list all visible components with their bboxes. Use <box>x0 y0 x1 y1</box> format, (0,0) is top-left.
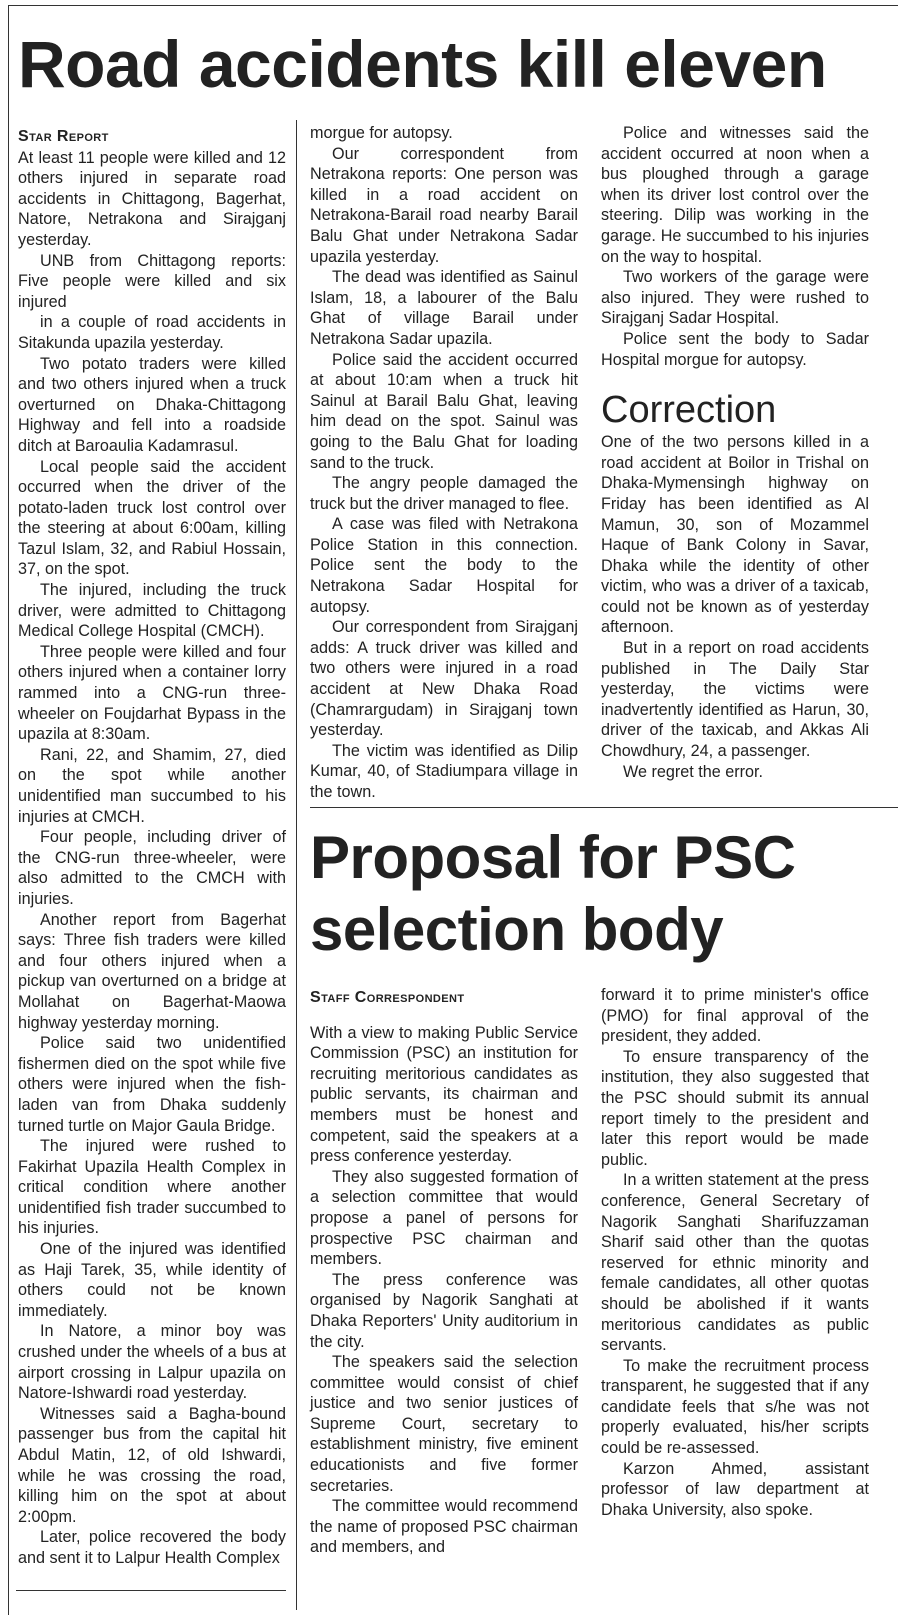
bottom-rule <box>16 1590 286 1591</box>
column-divider <box>296 120 297 1610</box>
paragraph: We regret the error. <box>623 762 764 781</box>
paragraph: Two workers of the garage were also injured. They were rushed to Sirajganj Sadar Hospital. <box>601 268 869 328</box>
article1-column-1 <box>18 127 286 1569</box>
paragraph: Later, police recovered the body and sent it to Lalpur Health Complex <box>18 1528 286 1567</box>
article1-column-3 <box>601 123 869 782</box>
paragraph: The victim was identified as Dilip Kumar, 40, of Stadiumpara village in the town. <box>310 741 578 801</box>
article1-headline: Road accidents kill eleven <box>18 27 827 101</box>
paragraph: Police said two unidentified fishermen died on the spot while five others were injured when the fish-laden van from Dhaka suddenly turned turtle on Major Gaula Bridge. <box>18 1034 286 1135</box>
correction-heading: Correction <box>601 389 777 432</box>
paragraph: The speakers said the selection committee would consist of chief justice and two senior justices of Supreme Court, secretary to establishment ministry, five eminent educationists and five former secretaries. <box>310 1353 578 1495</box>
article2-headline-line1: Proposal for PSC <box>310 824 796 891</box>
article2-headline <box>310 822 890 966</box>
paragraph: Police sent the body to Sadar Hospital morgue for autopsy. <box>601 329 869 369</box>
paragraph: UNB from Chittagong reports: Five people were killed and six injured <box>18 251 286 311</box>
paragraph: Police said the accident occurred at about 10:am when a truck hit Sainul at Barail Balu Ghat, leaving him dead on the spot. Sainul was going to the Balu Ghat for loading sand to the truck. <box>310 350 578 472</box>
paragraph: morgue for autopsy. <box>310 124 453 142</box>
paragraph: Karzon Ahmed, assistant professor of law department at Dhaka University, also spoke. <box>601 1459 869 1519</box>
paragraph: One of the two persons killed in a road accident at Boilor in Trishal on Dhaka-Mymensingh highway on Friday has been identified as Al Mamun, 30, son of Mozammel Haque of Bank Colony in Savar, Dhaka while the identity of other victim, who was a driver of a taxicab, could not be known as of yesterday afternoon. <box>601 433 869 637</box>
paragraph: Two potato traders were killed and two others injured when a truck overturned on Dhaka-Chittagong Highway and fell into a roadside ditch at Baroaulia Kadamrasul. <box>18 354 286 455</box>
paragraph: Witnesses said a Bagha-bound passenger bus from the capital hit Abdul Matin, 12, of old Ishwardi, while he was crossing the road, killing him on the spot at about 2:00pm. <box>18 1404 286 1526</box>
left-border <box>8 5 9 1615</box>
paragraph: Police and witnesses said the accident occurred at noon when a bus ploughed through a garage when its driver lost control over the steering. Dilip was working in the garage. He succumbed to his injuries on the way to hospital. <box>601 124 869 266</box>
top-rule <box>8 5 898 6</box>
paragraph: Three people were killed and four others injured when a container lorry rammed into a CNG-run three-wheeler on Foujdarhat Bypass in the upazila at 8:30am. <box>18 642 286 744</box>
paragraph: forward it to prime minister's office (PMO) for final approval of the president, they added. <box>601 986 869 1046</box>
paragraph: The injured, including the truck driver, were admitted to Chittagong Medical College Hospital (CMCH). <box>18 581 286 641</box>
article2-column-2 <box>601 985 869 1520</box>
paragraph: At least 11 people were killed and 12 others injured in separate road accidents in Chittagong, Bagerhat, Natore, Netrakona and Sirajganj yesterday. <box>18 148 286 249</box>
paragraph: The angry people damaged the truck but the driver managed to flee. <box>310 474 578 513</box>
paragraph: In a written statement at the press conference, General Secretary of Nagorik Sanghati Sharifuzzaman Sharif said other than the quotas reserved for ethnic minority and female candidates, all other quotas should be abolished if it wants meritorious candidates as public servants. <box>601 1171 869 1355</box>
paragraph: With a view to making Public Service Commission (PSC) an institution for recruiting meritorious candidates as public servants, its chairman and members must be honest and competent, said the speakers at a press conference yesterday. <box>310 1023 578 1166</box>
paragraph: Four people, including driver of the CNG-run three-wheeler, were also admitted to the CMCH with injuries. <box>18 828 286 908</box>
paragraph: The dead was identified as Sainul Islam, 18, a labourer of the Balu Ghat of village Barail under Netrakona Sadar upazila. <box>310 268 578 348</box>
article1-column-2 <box>310 123 578 803</box>
paragraph: The press conference was organised by Nagorik Sanghati at Dhaka Reporters' Unity auditorium in the city. <box>310 1270 578 1351</box>
paragraph: Our correspondent from Sirajganj adds: A truck driver was killed and two others were injured in a road accident at New Dhaka Road (Chamrargudam) in Sirajganj town yesterday. <box>310 618 578 740</box>
paragraph: One of the injured was identified as Haji Tarek, 35, while identity of others could not be known immediately. <box>18 1240 286 1320</box>
paragraph: Another report from Bagerhat says: Three fish traders were killed and four others injured when a pickup van overturned on a bridge at Mollahat on Bagerhat-Maowa highway yesterday morning. <box>18 910 286 1032</box>
section-divider <box>310 807 898 808</box>
paragraph: The committee would recommend the name of proposed PSC chairman and members, and <box>310 1497 578 1557</box>
article1-byline: Star Report <box>18 128 109 145</box>
article2-byline: Staff Correspondent <box>310 989 465 1006</box>
paragraph: But in a report on road accidents published in The Daily Star yesterday, the victims were inadvertently identified as Harun, 30, driver of the taxicab, and Akkas Ali Chowdhury, 24, a passenger. <box>601 639 869 761</box>
paragraph: A case was filed with Netrakona Police Station in this connection. Police sent the body to the Netrakona Sadar Hospital for autopsy. <box>310 515 578 616</box>
paragraph: Our correspondent from Netrakona reports: One person was killed in a road accident on Netrakona-Barail road nearby Barail Balu Ghat under Netrakona Sadar upazila yesterday. <box>310 144 578 266</box>
paragraph: Local people said the accident occurred when the driver of the potato-laden truck lost control over the steering at about 6:00am, killing Tazul Islam, 32, and Rabiul Hossain, 37, on the spot. <box>18 457 286 579</box>
paragraph: in a couple of road accidents in Sitakunda upazila yesterday. <box>18 313 286 352</box>
article2-headline-line2: selection body <box>310 896 724 963</box>
paragraph: To make the recruitment process transparent, he suggested that if any candidate feels that s/he was not properly evaluated, his/her scripts could be re-assessed. <box>601 1356 869 1458</box>
paragraph: To ensure transparency of the institution, they also suggested that the PSC should submit its annual report timely to the president and later this report would be made public. <box>601 1047 869 1169</box>
paragraph: In Natore, a minor boy was crushed under the wheels of a bus at airport crossing in Lalpur upazila on Natore-Ishwardi road yesterday. <box>18 1322 286 1403</box>
paragraph: The injured were rushed to Fakirhat Upazila Health Complex in critical condition where another unidentified fish trader succumbed to his injuries. <box>18 1137 286 1238</box>
paragraph: Rani, 22, and Shamim, 27, died on the spot while another unidentified man succumbed to his injuries at CMCH. <box>18 745 286 826</box>
paragraph: They also suggested formation of a selection committee that would propose a panel of persons for prospective PSC chairman and members. <box>310 1167 578 1269</box>
article2-column-1 <box>310 988 578 1558</box>
